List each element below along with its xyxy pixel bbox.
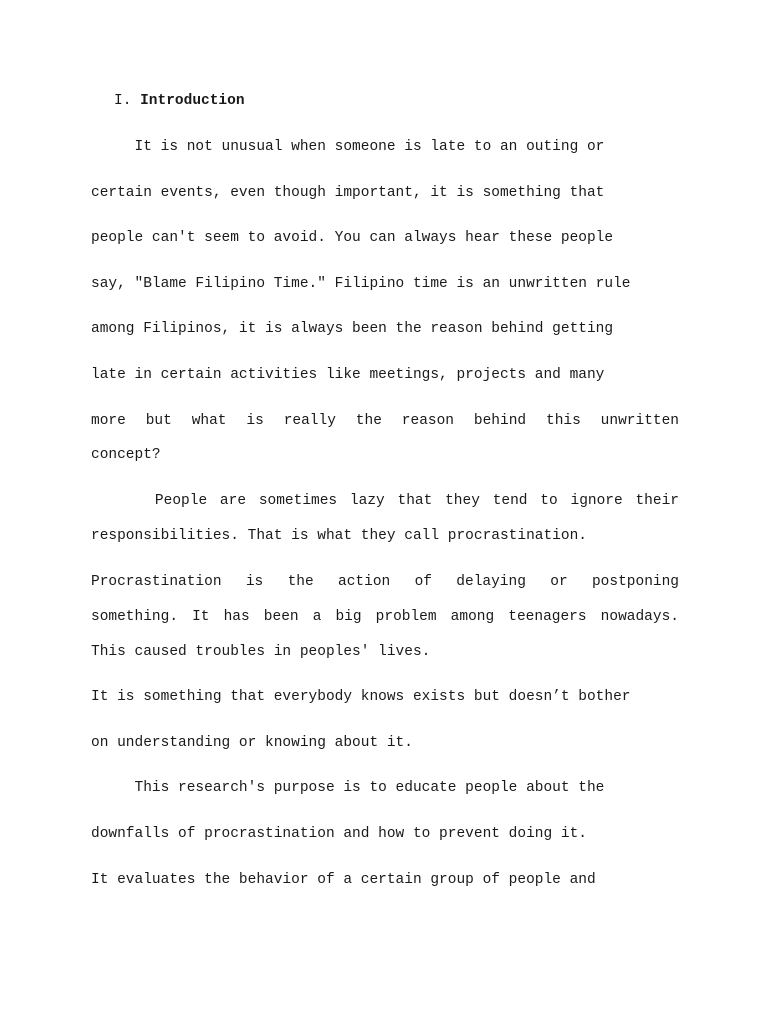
paragraph-line: more but what is really the reason behind this unwritten [91, 413, 679, 429]
paragraph-line: say, "Blame Filipino Time." Filipino time is an unwritten rule [91, 276, 631, 292]
paragraph-line: It evaluates the behavior of a certain group of people and [91, 872, 596, 888]
paragraph-line: It is not unusual when someone is late to an outing or [91, 139, 605, 155]
section-heading [114, 92, 245, 110]
paragraph-line: on understanding or knowing about it. [91, 735, 413, 751]
paragraph-line: concept? [91, 447, 161, 463]
paragraph-line: This caused troubles in peoples' lives. [91, 644, 431, 660]
paragraph-line: This research's purpose is to educate people about the [91, 780, 605, 796]
paragraph-line: among Filipinos, it is always been the reason behind getting [91, 321, 614, 337]
paragraph-line: something. It has been a big problem among teenagers nowadays. [91, 609, 679, 625]
section-title: Introduction [140, 93, 245, 109]
paragraph-line: certain events, even though important, it is something that [91, 185, 605, 201]
paragraph-line: late in certain activities like meetings, projects and many [91, 367, 605, 383]
paragraph-line: People are sometimes lazy that they tend to ignore their [91, 493, 679, 509]
paragraph-line: Procrastination is the action of delaying or postponing [91, 574, 679, 590]
paragraph-line: It is something that everybody knows exists but doesn’t bother [91, 689, 631, 705]
paragraph-line: responsibilities. That is what they call procrastination. [91, 528, 587, 544]
paragraph-line: downfalls of procrastination and how to prevent doing it. [91, 826, 587, 842]
section-number: I. [114, 93, 132, 109]
paragraph-line: people can't seem to avoid. You can always hear these people [91, 230, 614, 246]
